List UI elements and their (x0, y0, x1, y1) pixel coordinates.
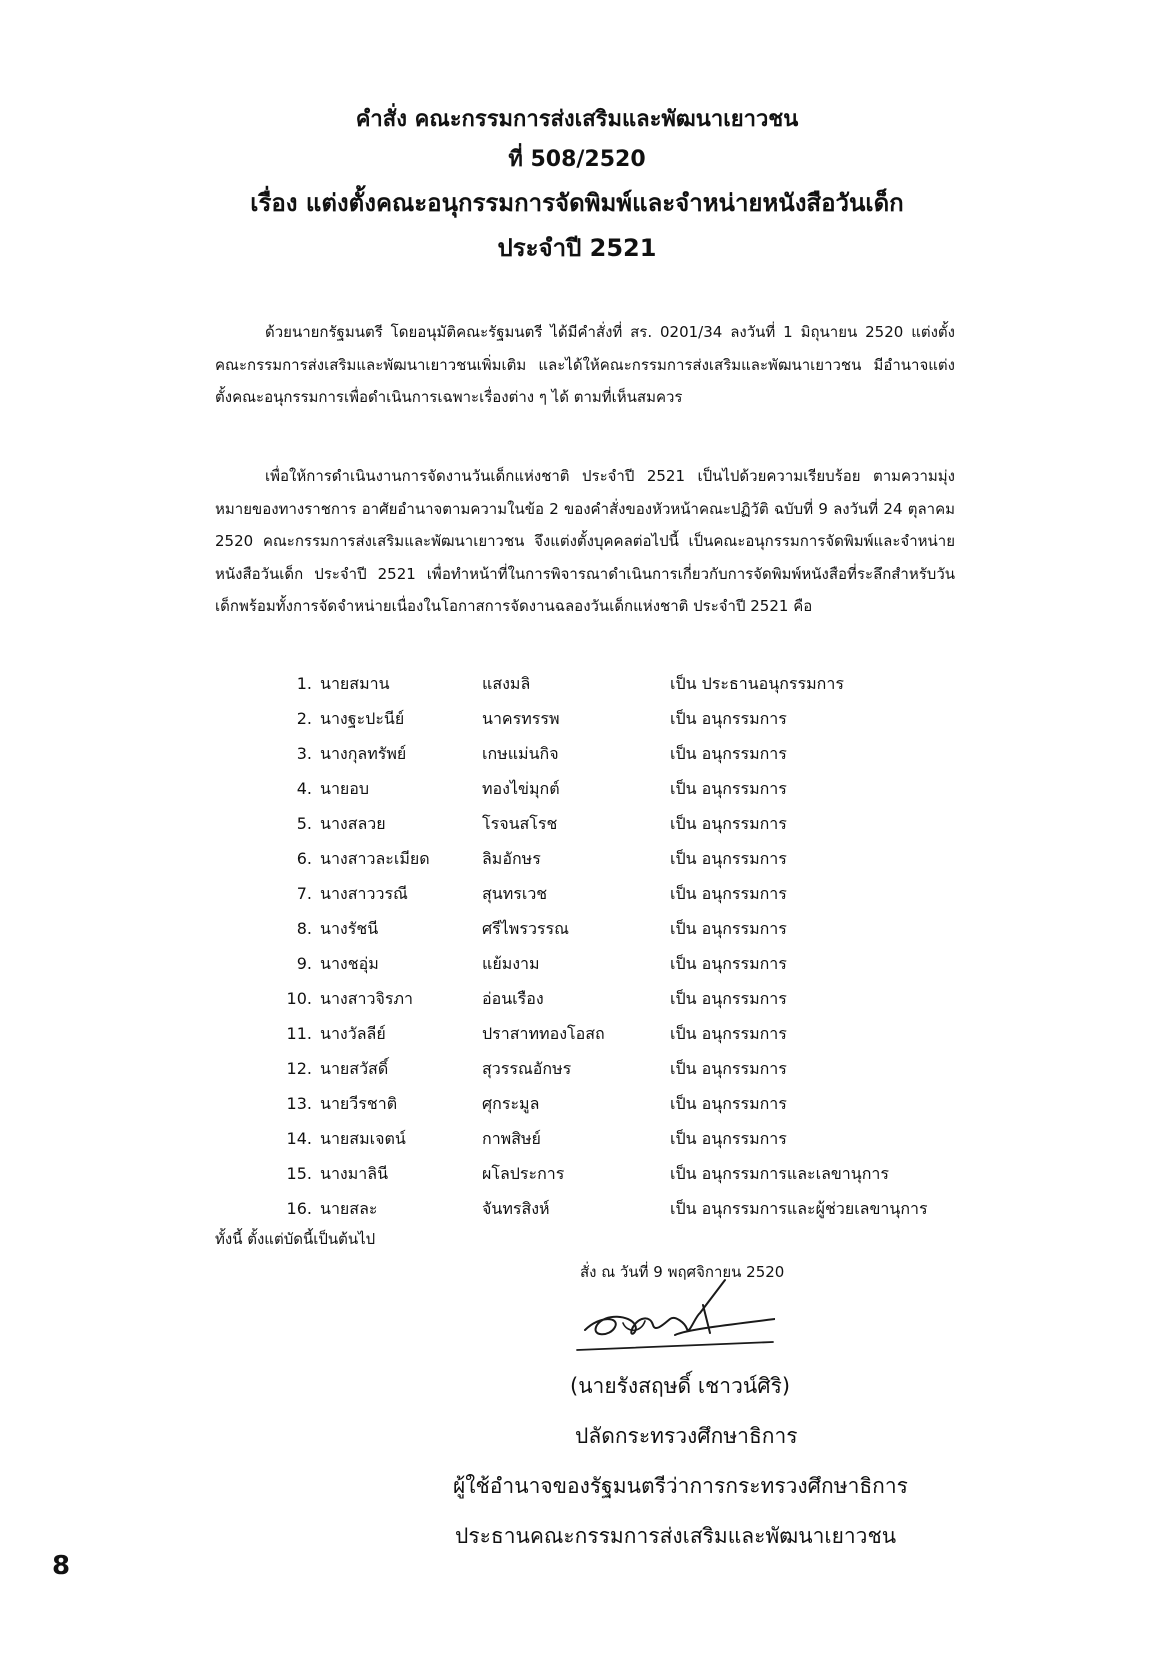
member-role: เป็น อนุกรรมการ (670, 884, 787, 903)
signer-name: (นายรังสฤษดิ์ เชาวน์ศิริ) (570, 1374, 791, 1398)
member-number: 10. (286, 989, 312, 1008)
order-date: สั่ง ณ วันที่ 9 พฤศจิกายน 2520 (580, 1263, 785, 1281)
paragraph-appointment (215, 460, 955, 623)
effective-statement: ทั้งนี้ ตั้งแต่บัดนี้เป็นต้นไป (215, 1230, 376, 1248)
member-role: เป็น อนุกรรมการ (670, 1094, 787, 1113)
list-item (280, 1051, 970, 1086)
list-item (280, 1156, 970, 1191)
list-item (280, 771, 970, 806)
member-last-name: สุนทรเวช (482, 884, 548, 903)
member-last-name: จันทรสิงห์ (482, 1199, 550, 1218)
member-number: 13. (286, 1094, 312, 1113)
member-number: 1. (296, 674, 312, 693)
member-first-name: นายอบ (320, 779, 370, 798)
member-first-name: นางสลวย (320, 814, 386, 833)
member-last-name: เกษแม่นกิจ (482, 744, 559, 763)
list-item (280, 1191, 970, 1226)
member-role: เป็น อนุกรรมการ (670, 919, 787, 938)
member-role: เป็น อนุกรรมการ (670, 954, 787, 973)
signer-position-2: ผู้ใช้อำนาจของรัฐมนตรีว่าการกระทรวงศึกษาธิการ (453, 1474, 908, 1498)
signer-position-1: ปลัดกระทรวงศึกษาธิการ (575, 1424, 798, 1448)
member-last-name: ผโลประการ (482, 1164, 565, 1183)
member-last-name: ทองไข่มุกต์ (482, 779, 560, 798)
member-first-name: นางสาววรณี (320, 884, 408, 903)
member-first-name: นางสาวละเมียด (320, 849, 430, 868)
member-last-name: แสงมลิ (482, 674, 531, 693)
member-last-name: ลิมอักษร (482, 849, 541, 868)
order-number: ที่ 508/2520 (508, 147, 646, 172)
order-title: คำสั่ง คณะกรรมการส่งเสริมและพัฒนาเยาวชน (355, 107, 799, 132)
member-last-name: แย้มงาม (482, 954, 540, 973)
paragraph-preamble-text: ด้วยนายกรัฐมนตรี โดยอนุมัติคณะรัฐมนตรี ได้มีคำสั่งที่ สร. 0201/34 ลงวันที่ 1 มิถุนายน 2520 แต่งตั้งคณะกรรมการส่งเสริมและพัฒนาเยาวชนเพิ่มเติม และได้ให้คณะกรรมการส่งเสริมและพัฒนาเยาวชน มีอำนาจแต่งตั้งคณะอนุกรรมการเพื่อดำเนินการเฉพาะเรื่องต่าง ๆ ได้ ตามที่เห็นสมควร (215, 323, 955, 406)
member-last-name: สุวรรณอักษร (482, 1059, 572, 1078)
member-number: 11. (286, 1024, 312, 1043)
member-role: เป็น อนุกรรมการ (670, 814, 787, 833)
order-subject: เรื่อง แต่งตั้งคณะอนุกรรมการจัดพิมพ์และจำหน่ายหนังสือวันเด็ก (250, 189, 904, 217)
member-last-name: ศุกระมูล (482, 1094, 540, 1113)
member-role: เป็น อนุกรรมการ (670, 849, 787, 868)
member-last-name: อ่อนเรือง (482, 989, 544, 1008)
member-last-name: นาครทรรพ (482, 709, 560, 728)
member-first-name: นายสมเจตน์ (320, 1129, 406, 1148)
list-item (280, 736, 970, 771)
member-first-name: นางวัลลีย์ (320, 1024, 386, 1043)
member-number: 6. (296, 849, 312, 868)
list-item (280, 841, 970, 876)
list-item (280, 806, 970, 841)
member-number: 8. (296, 919, 312, 938)
list-item (280, 1121, 970, 1156)
paragraph-preamble (215, 316, 955, 414)
list-item (280, 666, 970, 701)
member-number: 7. (296, 884, 312, 903)
member-role: เป็น อนุกรรมการ (670, 744, 787, 763)
list-item (280, 701, 970, 736)
order-year: ประจำปี 2521 (497, 234, 657, 262)
member-role: เป็น อนุกรรมการ (670, 1024, 787, 1043)
member-first-name: นางฐะปะนีย์ (320, 709, 405, 728)
member-first-name: นายวีรชาติ (320, 1094, 398, 1113)
document-header (0, 100, 1154, 270)
member-role: เป็น อนุกรรมการและผู้ช่วยเลขานุการ (670, 1199, 928, 1218)
list-item (280, 911, 970, 946)
member-number: 2. (296, 709, 312, 728)
member-first-name: นายสมาน (320, 674, 390, 693)
page-number: 8 (52, 1551, 71, 1581)
signer-position-3: ประธานคณะกรรมการส่งเสริมและพัฒนาเยาวชน (455, 1524, 897, 1548)
member-number: 15. (286, 1164, 312, 1183)
member-last-name: ปราสาททองโอสถ (482, 1024, 605, 1043)
member-first-name: นางชอุ่ม (320, 954, 379, 973)
member-number: 9. (296, 954, 312, 973)
member-number: 5. (296, 814, 312, 833)
member-first-name: นางมาลินี (320, 1164, 389, 1183)
member-last-name: กาพสิษย์ (482, 1129, 541, 1148)
member-last-name: โรจนสโรช (482, 814, 558, 833)
list-item (280, 876, 970, 911)
member-role: เป็น อนุกรรมการและเลขานุการ (670, 1164, 889, 1183)
list-item (280, 946, 970, 981)
handwritten-signature (575, 1275, 775, 1360)
member-number: 12. (286, 1059, 312, 1078)
list-item (280, 1016, 970, 1051)
member-number: 3. (296, 744, 312, 763)
member-first-name: นางสาวจิรภา (320, 989, 413, 1008)
member-role: เป็น อนุกรรมการ (670, 1129, 787, 1148)
member-role: เป็น ประธานอนุกรรมการ (670, 674, 844, 693)
member-first-name: นางกุลทรัพย์ (320, 744, 407, 763)
member-number: 16. (286, 1199, 312, 1218)
member-role: เป็น อนุกรรมการ (670, 1059, 787, 1078)
member-role: เป็น อนุกรรมการ (670, 709, 787, 728)
member-last-name: ศรีไพรวรรณ (482, 919, 569, 938)
paragraph-appointment-text: เพื่อให้การดำเนินงานการจัดงานวันเด็กแห่งชาติ ประจำปี 2521 เป็นไปด้วยความเรียบร้อย ตามความมุ่งหมายของทางราชการ อาศัยอำนาจตามความในข้อ 2 ของคำสั่งของหัวหน้าคณะปฏิวัติ ฉบับที่ 9 ลงวันที่ 24 ตุลาคม 2520 คณะกรรมการส่งเสริมและพัฒนาเยาวชน จึงแต่งตั้งบุคคลต่อไปนี้ เป็นคณะอนุกรรมการจัดพิมพ์และจำหน่ายหนังสือวันเด็ก ประจำปี 2521 เพื่อทำหน้าที่ในการพิจารณาดำเนินการเกี่ยวกับการจัดพิมพ์หนังสือที่ระลึกสำหรับวันเด็กพร้อมทั้งการจัดจำหน่ายเนื่องในโอกาสการจัดงานฉลองวันเด็กแห่งชาติ ประจำปี 2521 คือ (215, 467, 955, 615)
member-number: 4. (296, 779, 312, 798)
list-item (280, 981, 970, 1016)
member-number: 14. (286, 1129, 312, 1148)
member-list (280, 666, 970, 1226)
member-first-name: นายสวัสดิ์ (320, 1059, 389, 1078)
member-first-name: นายสละ (320, 1199, 378, 1218)
list-item (280, 1086, 970, 1121)
member-role: เป็น อนุกรรมการ (670, 989, 787, 1008)
member-first-name: นางรัชนี (320, 919, 379, 938)
member-role: เป็น อนุกรรมการ (670, 779, 787, 798)
